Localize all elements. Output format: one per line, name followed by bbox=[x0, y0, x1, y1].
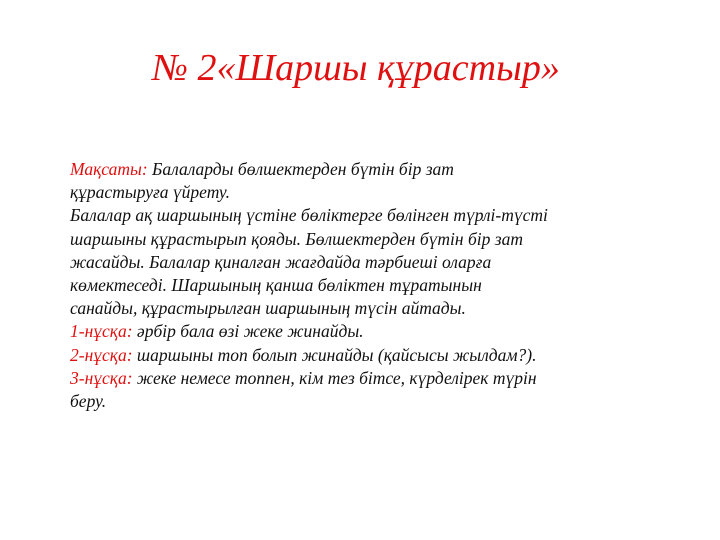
slide-title: № 2«Шаршы құрастыр» bbox=[152, 47, 560, 89]
goal-label: Мақсаты: bbox=[70, 159, 148, 179]
variant-text: әрбір бала өзі жеке жинайды. bbox=[132, 321, 364, 342]
variant-label: 1-нұсқа: bbox=[70, 321, 133, 342]
slide-body bbox=[70, 158, 690, 413]
variant-text: жеке немесе топпен, кім тез бітсе, күрделірек түрін bbox=[132, 367, 537, 388]
variant-text: шаршыны топ болып жинайды (қайсысы жылдам?). bbox=[132, 344, 537, 365]
goal-text-cont: құрастыруға үйрету. bbox=[70, 182, 230, 203]
variant-3 bbox=[70, 367, 690, 390]
variant-label: 3-нұсқа: bbox=[70, 367, 133, 388]
description-line: жасайды. Балалар қиналған жағдайда тәрбиеші оларға bbox=[70, 251, 492, 272]
description-line: Балалар ақ шаршының үстіне бөліктерге бөлінген түрлі-түсті bbox=[70, 205, 548, 226]
goal-line bbox=[70, 158, 690, 181]
goal-text: Балаларды бөлшектерден бүтін бір зат bbox=[147, 159, 454, 179]
variant-1 bbox=[70, 320, 690, 343]
variant-3-cont: беру. bbox=[70, 391, 107, 412]
description-line: шаршыны құрастырып қояды. Бөлшектерден бүтін бір зат bbox=[70, 228, 523, 249]
variant-label: 2-нұсқа: bbox=[70, 344, 133, 365]
description-line: көмектеседі. Шаршының қанша бөліктен тұратынын bbox=[70, 275, 482, 296]
description-line: санайды, құрастырылған шаршының түсін айтады. bbox=[70, 298, 466, 319]
variant-2 bbox=[70, 344, 690, 367]
